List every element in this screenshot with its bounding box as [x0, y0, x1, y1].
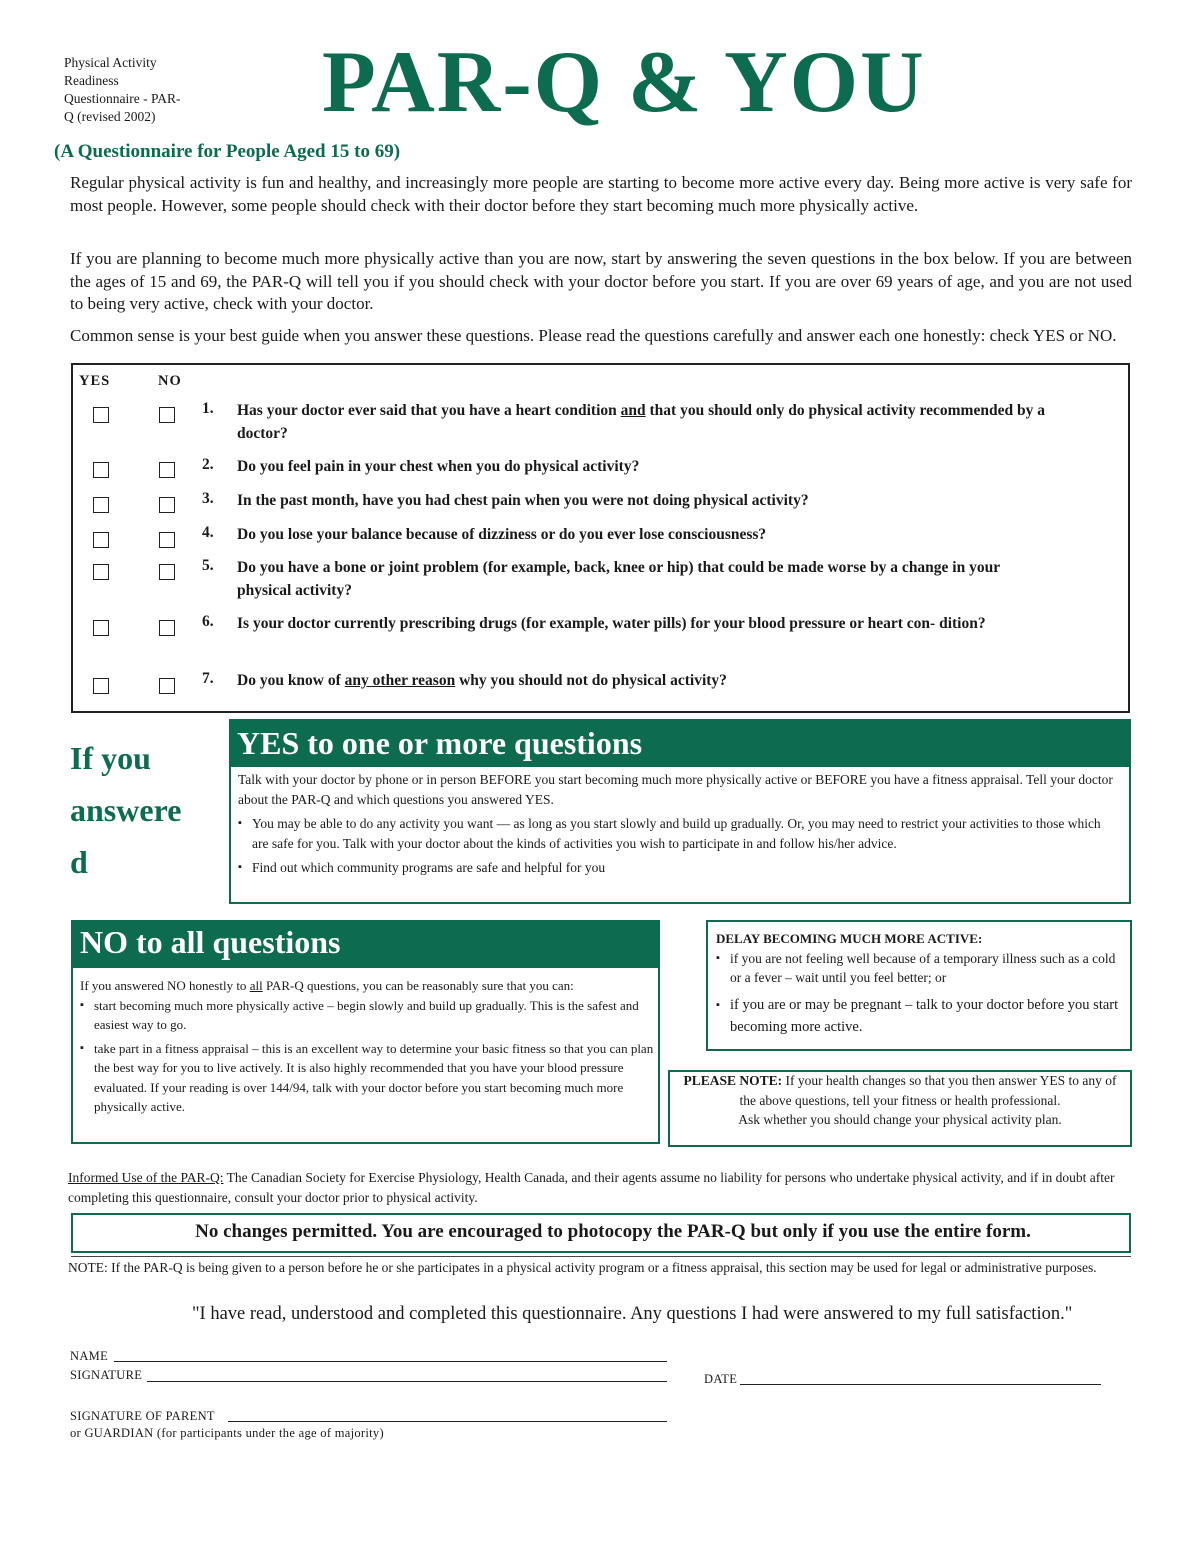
declaration-quote: "I have read, understood and completed this questionnaire. Any questions I had were answered to my full satisfaction.": [192, 1304, 1073, 1324]
no-changes-banner: No changes permitted. You are encouraged to photocopy the PAR-Q but only if you use the entire form.: [71, 1213, 1131, 1253]
yes-bullet: ▪ You may be able to do any activity you want — as long as you start slowly and build up gradually. Or, you may need to restrict your activities to those which are safe for you. Talk with your doctor about the kinds of activities you wish to participate in and follow his/her advice.: [238, 814, 1118, 853]
q3-number: 3.: [202, 490, 214, 507]
q7-no-checkbox[interactable]: [159, 678, 175, 694]
no-column-header: NO: [158, 373, 182, 389]
no-bullet: ▪ take part in a fitness appraisal – this is an excellent way to determine your basic fitness so that you can plan the best way for you to live actively. It is also highly recommended that you have your blood pressure evaluated. If your reading is over 144/94, talk with your doctor before you start becoming much more physically active.: [80, 1039, 655, 1117]
no-section-text: If you answered NO honestly to all PAR-Q questions, you can be reasonably sure that you can:: [80, 978, 574, 993]
q3-text: In the past month, have you had chest pain when you were not doing physical activity?: [237, 492, 809, 509]
q3-yes-checkbox[interactable]: [93, 497, 109, 513]
q4-no-checkbox[interactable]: [159, 532, 175, 548]
if-you-line: d: [70, 844, 88, 880]
guardian-label: or GUARDIAN (for participants under the age of majority): [70, 1426, 384, 1440]
q4-yes-checkbox[interactable]: [93, 532, 109, 548]
q3-no-checkbox[interactable]: [159, 497, 175, 513]
please-note-text-2: Ask whether you should change your physical activity plan.: [738, 1112, 1062, 1127]
informed-use: Informed Use of the PAR-Q: The Canadian Society for Exercise Physiology, Health Canada, and their agents assume no liability for persons who undertake physical activity, and if in doubt after completing this questionnaire, consult your doctor prior to physical activity.: [68, 1170, 1115, 1205]
date-label: DATE: [704, 1372, 738, 1386]
delay-heading: DELAY BECOMING MUCH MORE ACTIVE:: [716, 931, 983, 946]
no-section-body: [80, 976, 655, 1117]
q4-text: Do you lose your balance because of dizziness or do you ever lose consciousness?: [237, 526, 767, 543]
q2-text: Do you feel pain in your chest when you do physical activity?: [237, 458, 640, 475]
no-bullet: ▪ start becoming much more physically active – begin slowly and build up gradually. This is the safest and easiest way to go.: [80, 996, 655, 1035]
page-subtitle: (A Questionnaire for People Aged 15 to 69): [54, 141, 401, 162]
q1-no-checkbox[interactable]: [159, 407, 175, 423]
q5-number: 5.: [202, 557, 214, 574]
q1-text: Has your doctor ever said that you have a heart condition and that you should only do physical activity recommended by a doctor?: [237, 402, 1045, 442]
if-you-line: If you: [70, 740, 151, 776]
q5-yes-checkbox[interactable]: [93, 564, 109, 580]
delay-bullet: ▪ if you are or may be pregnant – talk to your doctor before you start becoming more active.: [716, 994, 1124, 1038]
q4-number: 4.: [202, 524, 214, 541]
informed-use-label: Informed Use of the PAR-Q:: [68, 1170, 224, 1185]
legal-note: NOTE: If the PAR-Q is being given to a person before he or she participates in a physical activity program or a fitness appraisal, this section may be used for legal or administrative purposes.: [68, 1260, 1097, 1275]
intro-paragraph-2: If you are planning to become much more physically active than you are now, start by answering the seven questions in the box below. If you are between the ages of 15 and 69, the PAR-Q will tell you if you should check with your doctor before you start. If you are over 69 years of age, and you are not used to being very active, check with your doctor.: [70, 249, 1132, 313]
q1-yes-checkbox[interactable]: [93, 407, 109, 423]
signature-label: SIGNATURE: [70, 1368, 143, 1382]
signature-line[interactable]: [147, 1381, 667, 1382]
please-note-label: PLEASE NOTE:: [683, 1073, 783, 1088]
q2-number: 2.: [202, 456, 214, 473]
please-note-text: PLEASE NOTE: If your health changes so that you then answer YES to any of the above questions, tell your fitness or health professional.: [683, 1073, 1117, 1108]
meta-line: Physical Activity: [64, 55, 157, 70]
if-you-line: answere: [70, 792, 182, 828]
meta-line: Questionnaire - PAR-: [64, 91, 181, 106]
q6-no-checkbox[interactable]: [159, 620, 175, 636]
no-section-heading: NO to all questions: [71, 920, 660, 968]
yes-section-text: Talk with your doctor by phone or in person BEFORE you start becoming much more physically active or BEFORE you have a fitness appraisal. Tell your doctor about the PAR-Q and which questions you answered YES.: [238, 772, 1113, 807]
name-line[interactable]: [114, 1361, 667, 1362]
if-you-answered-label: [70, 732, 220, 888]
q7-text: Do you know of any other reason why you should not do physical activity?: [237, 672, 727, 689]
q7-number: 7.: [202, 670, 214, 687]
meta-line: Q (revised 2002): [64, 109, 156, 124]
yes-section-heading: YES to one or more questions: [229, 719, 1131, 767]
name-label: NAME: [70, 1349, 109, 1363]
page-title: PAR-Q & YOU: [322, 34, 926, 131]
intro-paragraph-3: Common sense is your best guide when you answer these questions. Please read the questions carefully and answer each one honestly: check YES or NO.: [70, 326, 1117, 345]
q6-yes-checkbox[interactable]: [93, 620, 109, 636]
divider: [71, 1256, 1131, 1257]
q2-yes-checkbox[interactable]: [93, 462, 109, 478]
yes-section-body: [238, 770, 1118, 878]
yes-column-header: YES: [79, 373, 111, 389]
delay-body: [716, 929, 1124, 1038]
parent-signature-line[interactable]: [228, 1421, 667, 1422]
please-note-body: [682, 1071, 1118, 1145]
delay-bullet: ▪ if you are not feeling well because of a temporary illness such as a cold or a fever – wait until you feel better; or: [716, 949, 1124, 988]
yes-bullet: ▪ Find out which community programs are safe and helpful for you: [238, 858, 1118, 878]
meta-line: Readiness: [64, 73, 119, 88]
q1-number: 1.: [202, 400, 214, 417]
form-meta: [64, 54, 214, 126]
q6-text: Is your doctor currently prescribing drugs (for example, water pills) for your blood pressure or heart con- dition?: [237, 615, 986, 632]
parent-signature-label: SIGNATURE OF PARENT: [70, 1409, 215, 1423]
q7-yes-checkbox[interactable]: [93, 678, 109, 694]
q5-text: Do you have a bone or joint problem (for example, back, knee or hip) that could be made worse by a change in your physical activity?: [237, 559, 1000, 599]
q2-no-checkbox[interactable]: [159, 462, 175, 478]
date-line[interactable]: [740, 1384, 1101, 1385]
q5-no-checkbox[interactable]: [159, 564, 175, 580]
intro-paragraph-1: Regular physical activity is fun and healthy, and increasingly more people are starting to become more active every day. Being more active is very safe for most people. However, some people should check with their doctor before they start becoming much more physically active.: [70, 173, 1132, 215]
q6-number: 6.: [202, 613, 214, 630]
